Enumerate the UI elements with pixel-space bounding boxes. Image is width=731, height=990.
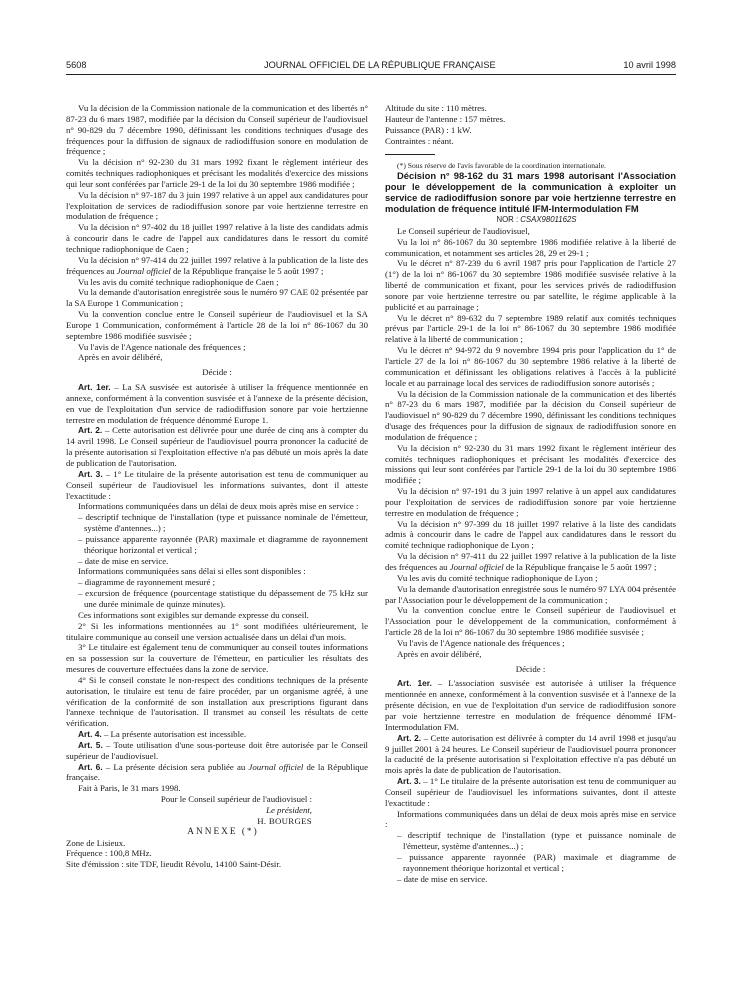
list-item: – date de mise en service.	[397, 873, 488, 884]
article-label: Art. 4.	[78, 729, 102, 740]
journal-officiel-italic: Journal officiel	[248, 761, 304, 772]
article-label: Art. 2.	[78, 425, 103, 436]
visa-paragraph: Vu le décret n° 89-632 du 7 septembre 1989 relatif aux comités techniques prévus par l'article 29-1 de la loi n° 86-1067 du 30 septembre 1986 modifiée relative à la liberté de communication ;	[385, 312, 676, 345]
visa-paragraph: Vu le décret n° 94-972 du 9 novembre 1994 pris pour l'application du 1° de l'article 27 de la loi n° 86-1067 du 30 septembre 1986 relative à la liberté de communication et définissant les obligations relatives à l'accès à la publicité locale et au parrainage local des services de radiodiffusion sonore autorisés ;	[385, 345, 676, 388]
list-item: – date de mise en service.	[78, 555, 169, 566]
article-1: Art. 1er. – La SA susvisée est autorisée à utiliser la fréquence mentionnée en annexe, conformément à la convention susvisée et à l'annexe de la présente décision, en vue de l'exploitation d'un service de radiodiffusion sonore par voie hertzienne terrestre en modulation de fréquence dénommé Europe 1.	[66, 382, 368, 425]
journal-officiel-italic: Journal officiel	[449, 562, 504, 572]
visa-paragraph: Vu l'avis de l'Agence nationale des fréquences ;	[78, 341, 246, 352]
journal-officiel-italic: Journal officiel	[116, 265, 171, 276]
visa-paragraph: Le Conseil supérieur de l'audiovisuel,	[397, 225, 530, 236]
visa-paragraph: Vu la demande d'autorisation enregistrée sous le numéro 97 LYA 004 présentée par l'Association pour le développement de la communication ;	[385, 583, 676, 605]
visa-paragraph: Vu la décision n° 97-414 du 22 juillet 1997 relative à la publication de la liste des fréquences au Journal officiel de la République française le 5 août 1997 ;	[66, 254, 368, 276]
signature-place-date: Fait à Paris, le 31 mars 1998.	[78, 783, 181, 794]
visa-paragraph: Vu la demande d'autorisation enregistrée sous le numéro 97 CAE 02 présentée par la SA Europe 1 Communication ;	[66, 287, 368, 309]
body-paragraph: 2° Si les informations mentionnées au 1° sont modifiées ultérieurement, le titulaire communique au conseil une version actualisée dans un délai d'un mois.	[66, 620, 368, 642]
article-label: Art. 3.	[397, 776, 421, 787]
article-label: Art. 2.	[397, 732, 422, 743]
journal-title: JOURNAL OFFICIEL DE LA RÉPUBLIQUE FRANÇAISE	[264, 60, 496, 70]
annexe-zone: Zone de Lisieux.	[66, 837, 126, 848]
decide-heading: Décide :	[515, 663, 546, 674]
visa-paragraph: Vu la convention conclue entre le Conseil supérieur de l'audiovisuel et la SA Europe 1 Communication, conformément à l'article 28 de la loi n° 86-1067 du 30 septembre 1986 modifiée susvisée ;	[66, 309, 368, 341]
visa-paragraph: Vu la décision de la Commission nationale de la communication et des libertés n° 87-23 du 6 mars 1987, modifiée par la décision du Conseil supérieur de l'audiovisuel n° 90-829 du 7 décembre 1990, définissant les conditions techniques d'usage des fréquences pour la diffusion de signaux de radiodiffusion sonore en modulation de fréquence ;	[385, 388, 676, 442]
visa-paragraph: Après en avoir délibéré,	[397, 648, 482, 659]
article-label: Art. 5.	[78, 739, 103, 750]
signature-title: Le président,	[266, 805, 312, 815]
annexe-heading: ANNEXE (*)	[187, 826, 259, 837]
nor-reference: NOR : CSAX9801162S	[496, 215, 577, 224]
annexe-frequency: Fréquence : 100,8 MHz.	[66, 848, 152, 859]
annexe-altitude: Altitude du site : 110 mètres.	[385, 103, 487, 113]
article-3: Art. 3. – 1° Le titulaire de la présente autorisation est tenu de communiquer au Conseil supérieur de l'audiovisuel les informations suivantes, dont il atteste l'exactitude :	[66, 468, 368, 501]
visa-paragraph: Vu la décision n° 92-230 du 31 mars 1992 fixant le règlement intérieur des comités techniques radiophoniques et précisant les modalités d'exercice des missions qui leur sont conférées par l'article 29-1 de la loi du 30 septembre 1986 modifiée ;	[66, 157, 368, 189]
page-header	[0, 0, 731, 75]
visa-paragraph: Vu la décision n° 92-230 du 31 mars 1992 fixant le règlement intérieur des comités techniques radiophoniques et précisant les modalités d'exercice des missions qui leur sont conférées par l'article 29-1 de la loi du 30 septembre 1986 modifiée ;	[385, 442, 676, 486]
article-6: Art. 6. – La présente décision sera publiée au Journal officiel de la République française.	[66, 761, 368, 783]
header-rule	[66, 74, 676, 75]
article-label: Art. 6.	[78, 761, 103, 772]
left-column	[66, 103, 368, 870]
body-paragraph: 4° Si le conseil constate le non-respect des conditions techniques de la présente autorisation, le titulaire est tenu de faire procéder, par un organisme agréé, à une vérification de la conformité de son installation aux prescriptions figurant dans l'annexe technique de l'autorisation. Il transmet au conseil les résultats de cette vérification.	[66, 674, 368, 729]
annexe-details-continued	[385, 103, 676, 146]
info-paragraph: Informations communiquées sans délai si elles sont disponibles :	[78, 566, 306, 577]
signatory-name: H. BOURGES	[257, 815, 312, 826]
visa-paragraph: Vu la convention conclue entre le Conseil supérieur de l'audiovisuel et l'Association pour le développement de la communication, conformément à l'article 28 de la loi n° 86-1067 du 30 septembre 1986 modifiée susvisée ;	[385, 605, 676, 638]
list-item: – excursion de fréquence (pourcentage statistique du dépassement de 75 kHz sur une durée minimale de quinze minutes).	[78, 588, 368, 609]
annexe-site: Site d'émission : site TDF, lieudit Révolu, 14100 Saint-Désir.	[66, 859, 282, 870]
annexe-constraints: Contraintes : néant.	[385, 135, 454, 146]
annexe-details	[66, 838, 368, 871]
visa-paragraph: Vu l'avis de l'Agence nationale des fréquences ;	[397, 637, 565, 648]
footnote-rule	[385, 154, 435, 155]
article-4: Art. 4. – La présente autorisation est incessible.	[78, 729, 247, 740]
decide-heading: Décide :	[202, 367, 232, 378]
article-1: Art. 1er. – L'association susvisée est autorisée à utiliser la fréquence mentionnée en annexe, conformément à la convention susvisée et à l'annexe de la présente décision, en vue de l'exploitation d'un service de radiodiffusion sonore par voie hertzienne terrestre en modulation de fréquence dénommé IFM-Intermodulation FM.	[385, 678, 676, 732]
visa-paragraph: Vu la décision n° 97-399 du 18 juillet 1997 relative à la liste des candidats admis à concourir dans le cadre de l'appel aux candidatures dans le ressort du comité technique radiophonique de Lyon ;	[385, 518, 676, 551]
list-item: – descriptif technique de l'installation (type et puissance nominale de l'émetteur, système d'antennes...) ;	[397, 830, 676, 852]
info-paragraph: Informations communiquées dans un délai de deux mois après mise en service :	[78, 501, 359, 512]
visa-paragraph: Vu la décision n° 97-411 du 22 juillet 1997 relative à la publication de la liste des fréquences au Journal officiel de la République française le 5 août 1997 ;	[385, 551, 676, 572]
list-item: – puissance apparente rayonnée (PAR) maximale et diagramme de rayonnement théorique horizontal et vertical ;	[78, 533, 368, 555]
article-label: Art. 1er.	[78, 382, 111, 393]
article-3: Art. 3. – 1° Le titulaire de la présente autorisation est tenu de communiquer au Conseil supérieur de l'audiovisuel les informations suivantes, dont il atteste l'exactitude :	[385, 776, 676, 808]
article-5: Art. 5. – Toute utilisation d'une sous-porteuse doit être autorisée par le Conseil supérieur de l'audiovisuel.	[66, 739, 368, 761]
visa-paragraph: Après en avoir délibéré,	[78, 352, 163, 363]
visa-paragraph: Vu les avis du comité technique radiophonique de Lyon ;	[397, 572, 598, 583]
article-label: Art. 3.	[78, 468, 103, 479]
visa-paragraph: Vu les avis du comité technique radiophonique de Caen ;	[78, 276, 279, 287]
signature-line: Pour le Conseil supérieur de l'audiovisuel :	[160, 794, 312, 805]
article-label: Art. 1er.	[397, 678, 432, 689]
article-2: Art. 2. – Cette autorisation est délivrée à compter du 14 avril 1998 et jusqu'au 9 juillet 2001 à 24 heures. Le Conseil supérieur de l'audiovisuel pourra prononcer la caducité de la présente autorisation si l'exploitation effective n'a pas débuté un mois après la date de publication de l'autorisation.	[385, 732, 676, 776]
right-column	[385, 103, 676, 884]
annexe-antenna-height: Hauteur de l'antenne : 157 mètres.	[385, 113, 506, 124]
visa-paragraph: Vu la décision de la Commission nationale de la communication et des libertés n° 87-23 du 6 mars 1987, modifiée par la décision du Conseil supérieur de l'audiovisuel n° 90-829 du 7 décembre 1990, définissant les conditions techniques d'usage des fréquences pour la diffusion de signaux de radiodiffusion sonore en modulation de fréquence ;	[66, 103, 368, 157]
list-item: – descriptif technique de l'installation (type et puissance nominale de l'émetteur, système d'antennes...) ;	[78, 512, 368, 534]
info-paragraph: Informations communiquées dans un délai de deux mois après mise en service :	[385, 808, 676, 830]
visa-paragraph: Vu la décision n° 97-402 du 18 juillet 1997 relative à la liste des candidats admis à concourir dans le cadre de l'appel aux candidatures dans le ressort du comité technique radiophonique de Caen ;	[66, 222, 368, 254]
visa-paragraph: Vu la décision n° 97-187 du 3 juin 1997 relative à un appel aux candidatures pour l'exploitation de services de radiodiffusion sonore par voie hertzienne terrestre en modulation de fréquence ;	[66, 189, 368, 222]
article-2: Art. 2. – Cette autorisation est délivrée pour une durée de cinq ans à compter du 14 avril 1998. Le Conseil supérieur de l'audiovisuel pourra prononcer la caducité de la présente autorisation si l'exploitation effective n'a pas débuté un mois après la date de publication de l'autorisation.	[66, 425, 368, 468]
footnote: (*) Sous réserve de l'avis favorable de la coordination internationale.	[397, 161, 606, 171]
visa-paragraph: Vu la décision n° 97-191 du 3 juin 1997 relative à un appel aux candidatures pour l'exploitation de services de radiodiffusion sonore par voie hertzienne terrestre en modulation de fréquence ;	[385, 486, 676, 518]
decision-title: Décision n° 98-162 du 31 mars 1998 autorisant l'Association pour le développement de la communication à exploiter un service de radiodiffusion sonore par voie hertzienne terrestre en modulation de fréquence intitulé IFM-Intermodulation FM	[385, 170, 676, 215]
list-item: – puissance apparente rayonnée (PAR) maximale et diagramme de rayonnement théorique horizontal et vertical ;	[397, 851, 676, 873]
visa-paragraph: Vu le décret n° 87-239 du 6 avril 1987 pris pour l'application de l'article 27 (1°) de la loi n° 86-1067 du 30 septembre 1986 modifiée susvisée relative à la liberté de communication et fixant, pour les services privés de radiodiffusion sonore par voie hertzienne terrestre ou par satellite, le régime applicable à la publicité et au parrainage ;	[385, 258, 676, 312]
visa-paragraph: Vu la loi n° 86-1067 du 30 septembre 1986 modifiée relative à la liberté de communication, et notamment ses articles 28, 29 et 29-1 ;	[385, 236, 676, 258]
body-paragraph: 3° Le titulaire est également tenu de communiquer au conseil toutes informations en sa possession sur la couverture de l'émetteur, en particulier les résultats des mesures de couverture effectuées dans la zone de service.	[66, 642, 368, 675]
page-number: 5608	[66, 60, 87, 70]
annexe-power: Puissance (PAR) : 1 kW.	[385, 124, 472, 135]
list-item: – diagramme de rayonnement mesuré ;	[78, 577, 216, 588]
issue-date: 10 avril 1998	[623, 60, 676, 70]
body-paragraph: Ces informations sont exigibles sur demande expresse du conseil.	[78, 609, 309, 620]
